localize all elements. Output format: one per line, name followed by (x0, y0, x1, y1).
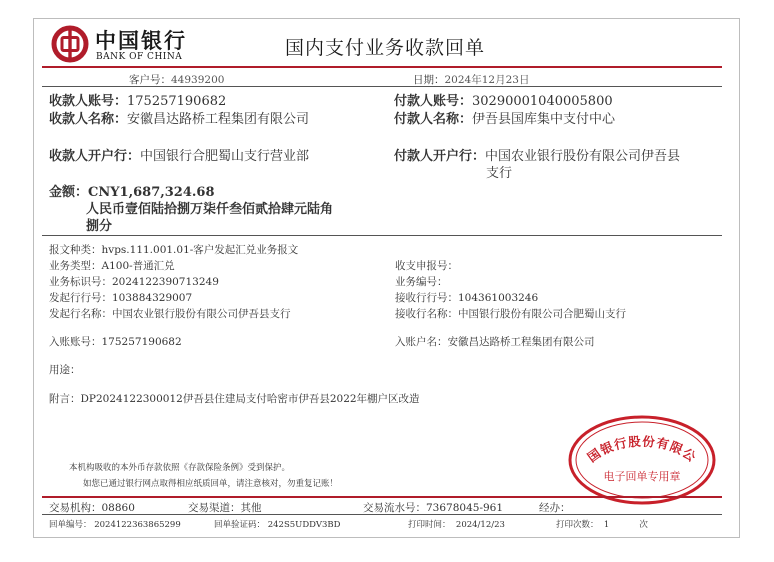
boc-logo-icon (50, 24, 90, 64)
print-count-label: 打印次数： (556, 520, 599, 530)
date-label: 日期： (413, 74, 445, 86)
bank-name-en: BANK OF CHINA (96, 52, 183, 62)
payer-bank-label: 付款人开户行： (394, 149, 486, 164)
boc-logo (50, 24, 90, 64)
receipt-number (49, 518, 181, 530)
verify-label: 回单验证码： (214, 520, 266, 530)
in-account-name: 入账户名：安徽昌达路桥工程集团有限公司 (395, 336, 595, 348)
deposit-insurance-notice: 本机构吸收的本外币存款依照《存款保险条例》受到保护。 (69, 463, 291, 473)
payee-name-value: 安徽昌达路桥工程集团有限公司 (127, 112, 310, 127)
payer-bank-line2: 支行 (486, 166, 513, 181)
payer-account-value: 30290001040005800 (472, 94, 613, 109)
trade-channel (188, 500, 262, 515)
trade-institution-label: 交易机构： (49, 502, 102, 514)
seal-top-text: 国银行股份有限公 (584, 433, 700, 466)
customer-no-label: 客户号： (129, 74, 171, 86)
print-count-unit: 次 (639, 520, 648, 530)
postscript: 附言：DP2024122300012伊吾县住建局支付哈密市伊吾县2022年棚户区改造 (49, 393, 420, 405)
footer-row-divider (42, 514, 722, 515)
recv-bank-name: 接收行名称：中国银行股份有限公司合肥蜀山支行 (395, 308, 626, 320)
payee-account (49, 90, 226, 109)
payer-name (394, 108, 615, 127)
payee-name (49, 108, 309, 127)
payer-account (394, 90, 613, 109)
trade-serial (363, 500, 503, 515)
payee-account-value: 175257190682 (127, 94, 227, 109)
print-count (556, 518, 648, 530)
receipt-verify-code (214, 518, 340, 530)
payer-bank-value-line1: 中国农业银行股份有限公司伊吾县 (485, 149, 681, 164)
print-time-value: 2024/12/23 (455, 520, 505, 530)
issuer-bank-no: 发起行行号：103884329007 (49, 292, 193, 304)
header-divider (42, 66, 722, 68)
payee-bank (49, 145, 309, 164)
print-count-value: 1 (603, 520, 610, 530)
amount-words-line2: 捌分 (86, 219, 113, 234)
receipt-number-value: 2024122363865299 (94, 520, 181, 530)
payer-name-label: 付款人名称： (394, 112, 473, 127)
in-account: 入账账号：175257190682 (49, 336, 182, 348)
receipt-date (413, 72, 529, 87)
print-time-label: 打印时间： (408, 520, 451, 530)
payee-bank-label: 收款人开户行： (49, 149, 141, 164)
biz-no: 业务编号： (395, 276, 448, 288)
issuer-bank-name: 发起行名称：中国农业银行股份有限公司伊吾县支行 (49, 308, 291, 320)
info-divider (42, 86, 722, 87)
purpose: 用途： (49, 364, 81, 376)
trade-serial-label: 交易流水号： (363, 502, 426, 514)
electronic-receipt-seal (567, 414, 717, 506)
payer-bank (394, 145, 680, 164)
amount-value: CNY1,687,324.68 (88, 185, 215, 200)
customer-no (129, 72, 224, 87)
payer-name-value: 伊吾县国库集中支付中心 (472, 112, 616, 127)
page-title: 国内支付业务收款回单 (285, 37, 486, 59)
amount-label: 金额： (49, 185, 89, 200)
biz-type: 业务类型：A100-普通汇兑 (49, 260, 175, 272)
payer-account-label: 付款人账号： (394, 94, 473, 109)
trade-institution (49, 500, 135, 515)
handler: 经办： (539, 502, 571, 514)
print-time (408, 518, 505, 530)
payee-name-label: 收款人名称： (49, 112, 128, 127)
msg-type: 报文种类：hvps.111.001.01-客户发起汇兑业务报文 (49, 244, 299, 256)
payee-account-label: 收款人账号： (49, 94, 128, 109)
payee-bank-value: 中国银行合肥蜀山支行营业部 (140, 149, 310, 164)
footer-divider (42, 496, 722, 498)
seal-center-text: 电子回单专用章 (603, 470, 681, 483)
trade-channel-label: 交易渠道： (188, 502, 241, 514)
receipt-number-label: 回单编号： (49, 520, 92, 530)
trade-institution-value: 08860 (101, 502, 135, 514)
bank-name-cn: 中国银行 (95, 28, 187, 53)
duplicate-warning-notice: 如您已通过银行网点取得相应纸质回单，请注意核对，勿重复记账！ (83, 479, 339, 489)
trade-channel-value: 其他 (240, 502, 262, 514)
recv-bank-no: 接收行行号：104361003246 (395, 292, 539, 304)
receipt-declaration-no: 收支申报号： (395, 260, 458, 272)
biz-id: 业务标识号：2024122390713249 (49, 276, 219, 288)
verify-value: 242S5UDDV3BD (267, 520, 341, 530)
trade-serial-value: 73678045-961 (426, 502, 504, 514)
date-value: 2024年12月23日 (444, 74, 530, 86)
customer-no-value: 44939200 (171, 74, 225, 86)
amount-divider (42, 235, 722, 236)
amount-words-line1: 人民币壹佰陆拾捌万柒仟叁佰贰拾肆元陆角 (86, 202, 334, 217)
